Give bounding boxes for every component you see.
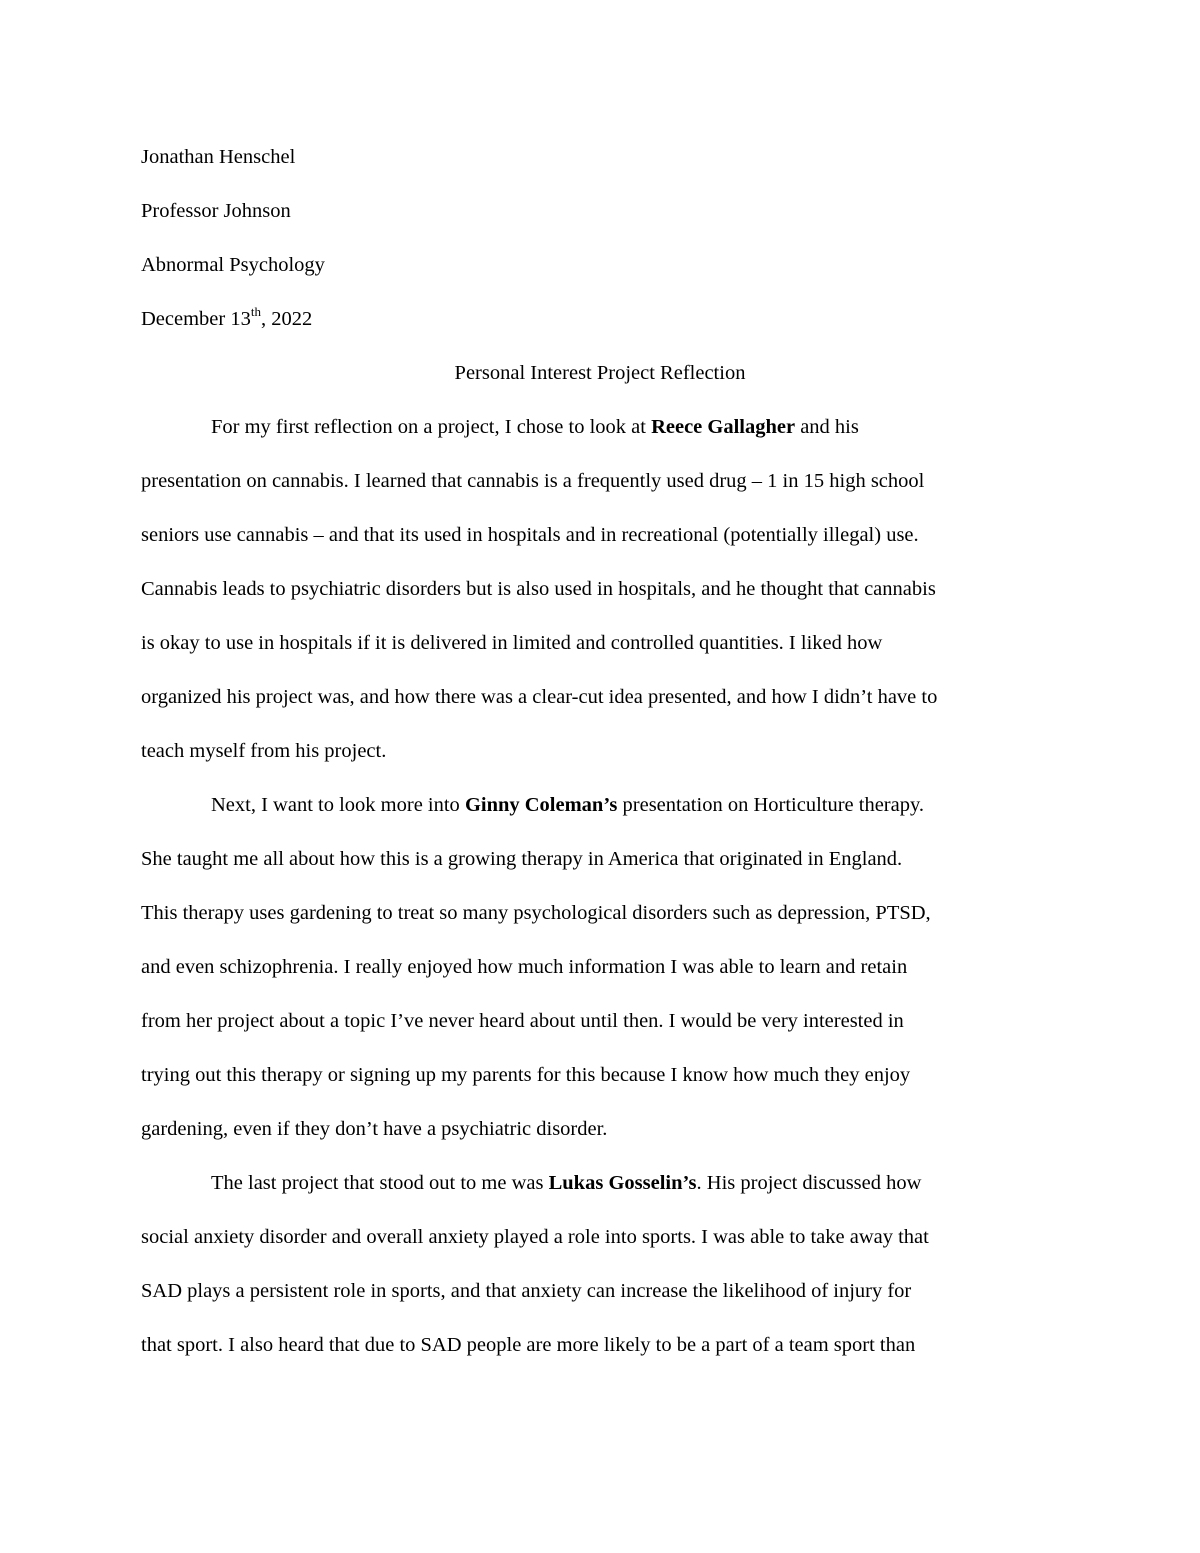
paragraph-2-line-6: trying out this therapy or signing up my parents for this because I know how much they enjoy xyxy=(141,1064,911,1086)
student-name-bold: Reece Gallagher xyxy=(651,416,796,438)
paragraph-1-line-6: organized his project was, and how there was a clear-cut idea presented, and how I didn’t have to xyxy=(141,686,938,708)
text-run: The last project that stood out to me was xyxy=(211,1172,549,1194)
course-name: Abnormal Psychology xyxy=(141,254,325,276)
student-name: Jonathan Henschel xyxy=(141,146,296,168)
student-name-bold: Ginny Coleman’s xyxy=(464,794,618,816)
paragraph-1-line-4: Cannabis leads to psychiatric disorders but is also used in hospitals, and he thought that cannabis xyxy=(141,578,936,600)
paragraph-3-line-2: social anxiety disorder and overall anxiety played a role into sports. I was able to take away that xyxy=(141,1226,929,1248)
paragraph-2-line-4: and even schizophrenia. I really enjoyed how much information I was able to learn and retain xyxy=(141,956,908,978)
paragraph-2-line-7: gardening, even if they don’t have a psychiatric disorder. xyxy=(141,1118,608,1140)
document-title: Personal Interest Project Reflection xyxy=(454,362,746,384)
date-prefix: December 13 xyxy=(141,308,251,330)
paragraph-2-line-5: from her project about a topic I’ve never heard about until then. I would be very interested in xyxy=(141,1010,904,1032)
professor-name: Professor Johnson xyxy=(141,200,291,222)
text-run: presentation on Horticulture therapy. xyxy=(617,794,925,816)
date-suffix: , 2022 xyxy=(260,308,313,330)
date-superscript: th xyxy=(250,304,261,319)
text-run: For my first reflection on a project, I chose to look at xyxy=(211,416,652,438)
paragraph-1-line-5: is okay to use in hospitals if it is delivered in limited and controlled quantities. I liked how xyxy=(141,632,883,654)
paragraph-2-line-1 xyxy=(211,793,924,817)
paragraph-3-line-1 xyxy=(211,1171,921,1195)
text-run: and his xyxy=(795,416,859,438)
paragraph-2-line-2: She taught me all about how this is a growing therapy in America that originated in England. xyxy=(141,848,903,870)
text-run: Next, I want to look more into xyxy=(211,794,465,816)
paragraph-1-line-1 xyxy=(211,415,859,439)
paragraph-1-line-2: presentation on cannabis. I learned that cannabis is a frequently used drug – 1 in 15 high school xyxy=(141,470,925,492)
paragraph-1-line-7: teach myself from his project. xyxy=(141,740,387,762)
paragraph-1-line-3: seniors use cannabis – and that its used in hospitals and in recreational (potentially illegal) use. xyxy=(141,524,919,546)
paragraph-3-line-3: SAD plays a persistent role in sports, and that anxiety can increase the likelihood of injury for xyxy=(141,1280,912,1302)
text-run: . His project discussed how xyxy=(696,1172,922,1194)
student-name-bold: Lukas Gosselin’s xyxy=(548,1172,697,1194)
paragraph-3-line-4: that sport. I also heard that due to SAD people are more likely to be a part of a team sport than xyxy=(141,1334,916,1356)
date-line xyxy=(141,304,313,331)
paragraph-2-line-3: This therapy uses gardening to treat so many psychological disorders such as depression, PTSD, xyxy=(141,902,931,924)
